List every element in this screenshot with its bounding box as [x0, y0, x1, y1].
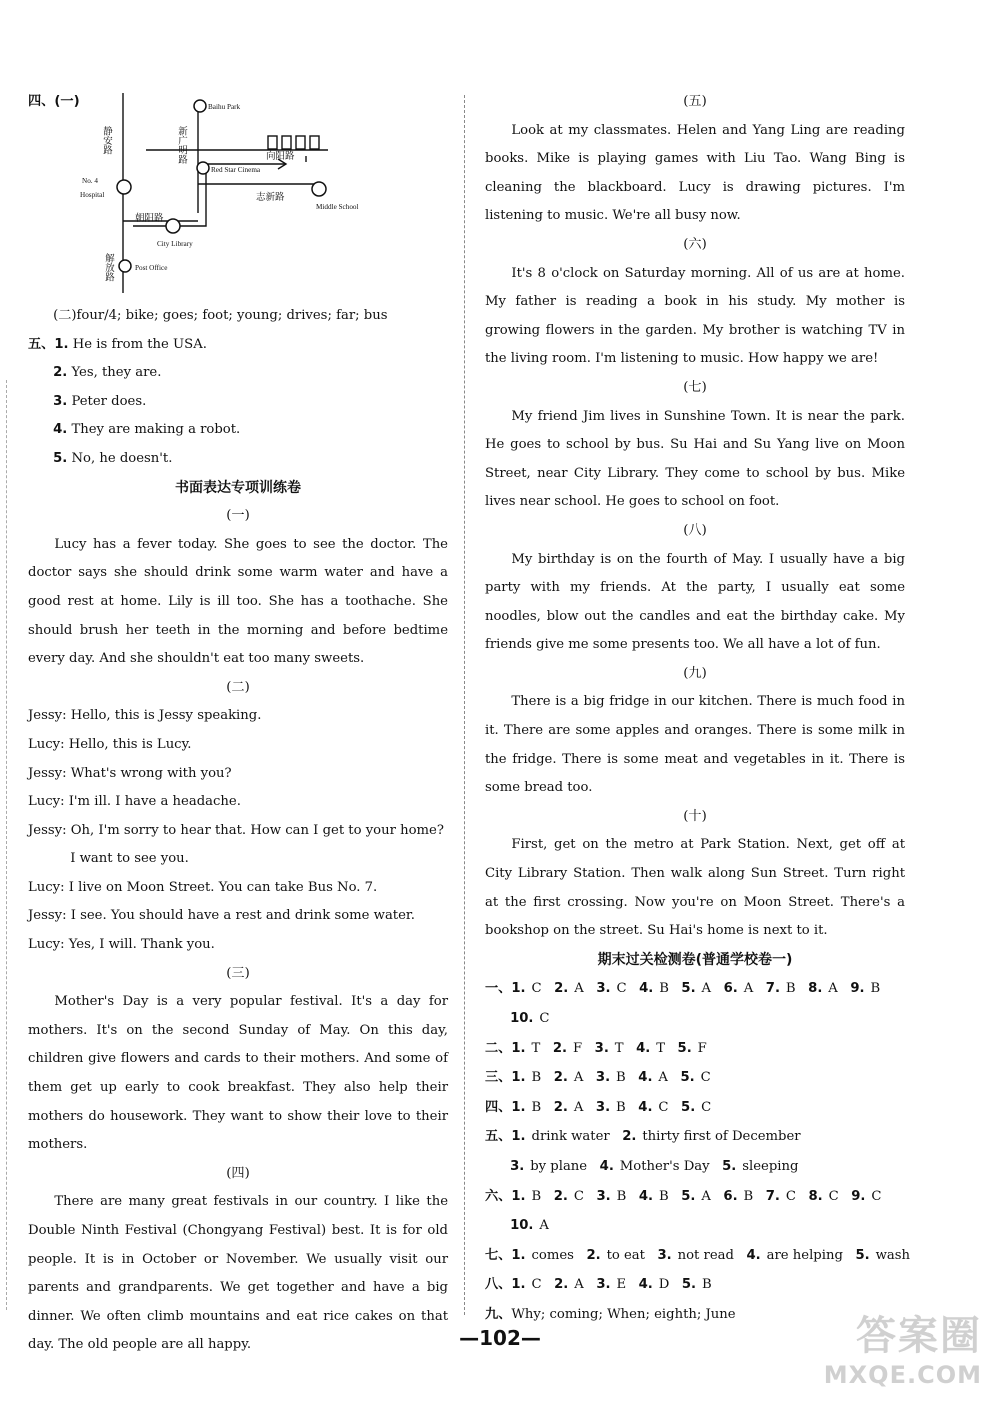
w3-heading: (三) [226, 965, 250, 981]
answer-section-label: 四、 [485, 1099, 512, 1115]
answer-row [485, 1034, 905, 1064]
s5-answer: Peter does. [71, 393, 147, 409]
answer-number: 1. [511, 1277, 526, 1293]
left-column [28, 88, 448, 1360]
w1-heading: (一) [226, 508, 250, 524]
dialogue-line: Jessy: Hello, this is Jessy speaking. [28, 708, 262, 724]
answer-number: 4. [639, 981, 654, 997]
answer-value: B [659, 981, 669, 997]
answer-number: 2. [553, 1099, 568, 1115]
answer-number: 4. [636, 1040, 651, 1056]
answer-value: A [574, 981, 584, 997]
w7-text: My friend Jim lives in Sunshine Town. It is near the park. He goes to school by bus. Su Hai and Su Yang live on Moon Street, near City Library. They come to school by bus. Mike lives near school. He goes to school on foot. [485, 408, 905, 510]
answer-value: B [531, 1188, 542, 1204]
answer-value: B [616, 1188, 627, 1204]
w6-heading: (六) [683, 236, 707, 252]
answer-number: 3. [510, 1158, 525, 1174]
answer-number: 7. [765, 981, 780, 997]
s5-answer: No, he doesn't. [71, 450, 173, 466]
answer-value: T [614, 1040, 624, 1056]
answer-row [485, 1241, 910, 1271]
s5-num: 4. [53, 422, 68, 438]
section-4-label: 四、(一) [28, 94, 80, 109]
answer-number: 3. [594, 1040, 609, 1056]
section-4-part-1 [28, 88, 448, 302]
answer-row [485, 1063, 905, 1093]
answer-row [485, 1004, 905, 1034]
watermark-logo: 答案圈 [856, 1313, 982, 1359]
dialogue-line: Lucy: Yes, I will. Thank you. [28, 937, 215, 953]
binding-edge [6, 380, 7, 1310]
answer-value: by plane [530, 1158, 588, 1174]
answer-value: A [658, 1070, 668, 1086]
answer-row [485, 1182, 905, 1212]
answer-value: C [701, 1099, 712, 1115]
w10-text: First, get on the metro at Park Station. Next, get off at City Library Station. Then walk along Sun Street. Turn right at the first crossing. Now you're on Moon Street. There's a bookshop on the street. Su Hai's home is next to it. [485, 837, 905, 939]
hospital-label-1: No. 4 [82, 177, 98, 185]
answer-value: to eat [606, 1247, 645, 1263]
middle-school-label: Middle School [316, 203, 359, 211]
answer-number: 5. [681, 1188, 696, 1204]
answer-number: 3. [596, 981, 611, 997]
answer-value: C [531, 981, 542, 997]
s5-answer: He is from the USA. [72, 336, 207, 352]
answer-list [485, 974, 910, 1300]
answer-number: 1. [511, 1188, 526, 1204]
dialogue-line: Jessy: I see. You should have a rest and drink some water. [28, 908, 415, 924]
answer-row [485, 1093, 905, 1123]
answer-number: 4. [746, 1247, 761, 1263]
w4-heading: (四) [226, 1165, 250, 1181]
answer-value: C [616, 981, 627, 997]
red-star-cinema-marker [197, 162, 209, 174]
answer-number: 5. [681, 981, 696, 997]
answer-number: 10. [510, 1218, 534, 1234]
answer-number: 5. [722, 1158, 737, 1174]
w1-text: Lucy has a fever today. She goes to see the doctor. The doctor says she should drink some warm water and have a good rest at home. Lily is ill too. She has a toothache. She should brush her teeth in the morning and before bedtime every day. And she shouldn't eat too many sweets. [28, 536, 448, 667]
answer-number: 4. [638, 1070, 653, 1086]
answer-number: 1. [511, 1070, 526, 1086]
answer-number: 6. [723, 981, 738, 997]
answer-number: 2. [553, 1188, 568, 1204]
answer-value: A [539, 1218, 549, 1234]
answer-section-label: 二、 [485, 1040, 512, 1056]
answer-value: A [743, 981, 754, 997]
answer-number: 3. [657, 1247, 672, 1263]
answer-value: sleeping [742, 1158, 799, 1174]
w5-heading: (五) [683, 94, 707, 109]
watermark-url: MXQE.COM [823, 1361, 982, 1389]
answer-number: 3. [596, 1188, 611, 1204]
answer-value: B [616, 1070, 626, 1086]
watermark [824, 1304, 982, 1389]
answer-number: 5. [677, 1040, 692, 1056]
answer-row [485, 1122, 905, 1152]
answer-value: D [658, 1277, 670, 1293]
answer-row [485, 1152, 905, 1182]
answer-value: B [870, 981, 881, 997]
answer-number: 4. [638, 1188, 654, 1204]
jiefang-road-label: 解放路 [103, 253, 113, 282]
answer-number: 5. [681, 1099, 696, 1115]
middle-school-marker [312, 182, 326, 196]
answer-number: 6. [723, 1188, 738, 1204]
answer-number: 7. [765, 1188, 780, 1204]
answer-value: B [531, 1070, 542, 1086]
route-map [78, 88, 408, 302]
w2-dialogue [28, 702, 448, 959]
post-office-label: Post Office [135, 264, 168, 272]
answer-number: 2. [553, 1070, 568, 1086]
building-3 [296, 136, 305, 149]
answer-number: 2. [586, 1247, 601, 1263]
w2-heading: (二) [226, 679, 250, 695]
section-9-answer: Why; coming; When; eighth; June [511, 1306, 736, 1322]
answer-row [485, 974, 905, 1004]
w4-text: There are many great festivals in our country. I like the Double Ninth Festival (Chongyang Festival) best. It is for old people. It is in October or November. We usually visit our parents and grandparents. We get together and have a big dinner. We often climb mountains and eat rice cakes on that day. The old people are all happy. [28, 1194, 448, 1353]
answer-value: thirty first of December [642, 1129, 801, 1145]
answer-value: A [573, 1070, 584, 1086]
answer-number: 1. [511, 1099, 526, 1115]
w9-text: There is a big fridge in our kitchen. There is much food in it. There are some apples and oranges. There is some milk in the fridge. There is some meat and vegetables in it. There is some bread too. [485, 694, 905, 796]
w10-heading: (十) [683, 808, 707, 824]
dialogue-line: Lucy: I live on Moon Street. You can take Bus No. 7. [28, 879, 378, 895]
jingan-road-label: 静安路 [101, 126, 111, 155]
w8-text: My birthday is on the fourth of May. I usually have a big party with my friends. At the party, I usually eat some noodles, blow out the candles and eat the birthday cake. My friends give me some presents too. We all have a lot of fun. [485, 551, 905, 653]
answer-number: 3. [595, 1099, 611, 1115]
answer-number: 4. [599, 1158, 614, 1174]
dialogue-line: Lucy: Hello, this is Lucy. [28, 736, 192, 752]
w8-heading: (八) [683, 522, 707, 538]
answer-number: 5. [855, 1247, 870, 1263]
city-library-label: City Library [157, 240, 193, 248]
answer-number: 2. [552, 1040, 568, 1056]
city-library-marker [166, 219, 180, 233]
answer-section-label: 六、 [485, 1188, 512, 1204]
answer-value: F [697, 1040, 707, 1056]
answer-section-label: 三、 [485, 1070, 512, 1086]
writing-title: 书面表达专项训练卷 [175, 479, 301, 496]
dialogue-line: Jessy: Oh, I'm sorry to hear that. How can I get to your home? I want to see you. [28, 822, 444, 867]
baihu-park-marker [194, 100, 206, 112]
hospital-marker [117, 180, 131, 194]
answer-number: 1. [511, 1247, 526, 1263]
answer-section-label: 八、 [485, 1277, 512, 1293]
w3-text: Mother's Day is a very popular festival. It's a day for mothers. It's on the second Sunday of May. On this day, children give flowers and cards to their mothers. And some of them get up early to cook breakfast. They also help their mothers do housework. They want to show their love to their mothers. [28, 994, 448, 1153]
s5-num: 5. [53, 450, 68, 466]
post-office-marker [119, 260, 131, 272]
dialogue-line: Lucy: I'm ill. I have a headache. [28, 794, 241, 810]
answer-number: 2. [622, 1129, 637, 1145]
answer-value: B [531, 1099, 542, 1115]
dialogue-line: Jessy: What's wrong with you? [28, 765, 232, 781]
answer-value: B [701, 1277, 712, 1293]
s5-answer: Yes, they are. [71, 365, 162, 381]
answer-value: A [828, 981, 838, 997]
answer-value: C [658, 1099, 669, 1115]
answer-value: drink water [531, 1129, 610, 1145]
answer-value: A [701, 1188, 711, 1204]
answer-number: 8. [808, 981, 823, 997]
answer-number: 5. [680, 1070, 695, 1086]
answer-number: 9. [851, 1188, 866, 1204]
w5-text: Look at my classmates. Helen and Yang Ling are reading books. Mike is playing games with Liu Tao. Wang Bing is cleaning the blackboard. Lucy is drawing pictures. I'm listening to music. We're all busy now. [485, 122, 905, 224]
answer-section-label: 七、 [485, 1247, 512, 1263]
answer-value: T [531, 1040, 541, 1056]
baihu-park-label: Baihu Park [208, 103, 241, 111]
w6-text: It's 8 o'clock on Saturday morning. All of us are at home. My father is reading a book in his study. My mother is growing flowers in the garden. My brother is watching TV in the living room. I'm listening to music. How happy we are! [485, 265, 905, 367]
answer-value: E [616, 1277, 627, 1293]
answer-value: C [785, 1188, 796, 1204]
column-divider [464, 95, 465, 1315]
building-1 [268, 136, 277, 149]
answer-section-label: 五、 [485, 1129, 512, 1145]
answer-number: 4. [638, 1277, 653, 1293]
answer-value: Mother's Day [619, 1158, 710, 1174]
answer-value: C [828, 1188, 839, 1204]
page-number: —102— [459, 1326, 541, 1350]
answer-number: 3. [596, 1277, 611, 1293]
answer-number: 4. [638, 1099, 653, 1115]
answer-value: A [573, 1099, 584, 1115]
answer-value: C [700, 1070, 711, 1086]
answer-value: F [572, 1040, 583, 1056]
building-4 [310, 136, 319, 149]
answer-value: T [656, 1040, 666, 1056]
answer-number: 3. [595, 1070, 611, 1086]
answer-value: B [658, 1188, 669, 1204]
answer-number: 2. [554, 981, 569, 997]
answer-value: are helping [766, 1247, 843, 1263]
answer-number: 8. [808, 1188, 823, 1204]
answer-number: 5. [681, 1277, 697, 1293]
hospital-label-2: Hospital [80, 191, 105, 199]
building-2 [282, 136, 291, 149]
answer-number: 9. [850, 981, 865, 997]
xiangyang-road-label: 向阳路 [266, 152, 295, 162]
answer-number: 10. [510, 1011, 534, 1026]
answer-number: 1. [511, 981, 526, 997]
answer-section-label: 一、 [485, 981, 512, 997]
answer-value: wash [875, 1247, 910, 1263]
answer-value: comes [531, 1247, 574, 1263]
s5-answer: They are making a robot. [71, 422, 241, 438]
s5-num: 1. [54, 336, 69, 352]
answer-number: 2. [554, 1277, 569, 1293]
zhixin-road-label: 志新路 [256, 193, 285, 203]
xinguangming-road-label: 新广明路 [176, 126, 186, 164]
section-5 [28, 331, 448, 474]
s5-num: 3. [53, 393, 68, 409]
answer-row [485, 1270, 905, 1300]
answer-row [485, 1211, 905, 1241]
answer-value: C [871, 1188, 882, 1204]
w9-heading: (九) [683, 665, 707, 681]
right-column [485, 88, 910, 1330]
answer-value: C [573, 1188, 584, 1204]
answer-value: B [743, 1188, 754, 1204]
red-star-cinema-label: Red Star Cinema [211, 166, 261, 174]
section-9-label: 九、 [485, 1306, 512, 1322]
answer-value: C [539, 1011, 550, 1026]
section-5-label: 五、 [28, 336, 55, 352]
answer-number: 1. [511, 1040, 526, 1056]
answer-value: not read [677, 1247, 734, 1263]
w7-heading: (七) [683, 379, 707, 395]
answer-value: A [701, 981, 712, 997]
exam-title: 期末过关检测卷(普通学校卷一) [597, 951, 793, 968]
answer-value: B [616, 1099, 626, 1115]
s5-num: 2. [53, 365, 68, 381]
answer-value: B [785, 981, 796, 997]
answer-number: 1. [511, 1129, 526, 1145]
chaoyang-road-label: 朝阳路 [135, 214, 164, 224]
answer-value: C [531, 1277, 542, 1293]
section-4-part-2: (二)four/4; bike; goes; foot; young; drives; far; bus [53, 308, 388, 323]
answer-value: A [574, 1277, 584, 1293]
